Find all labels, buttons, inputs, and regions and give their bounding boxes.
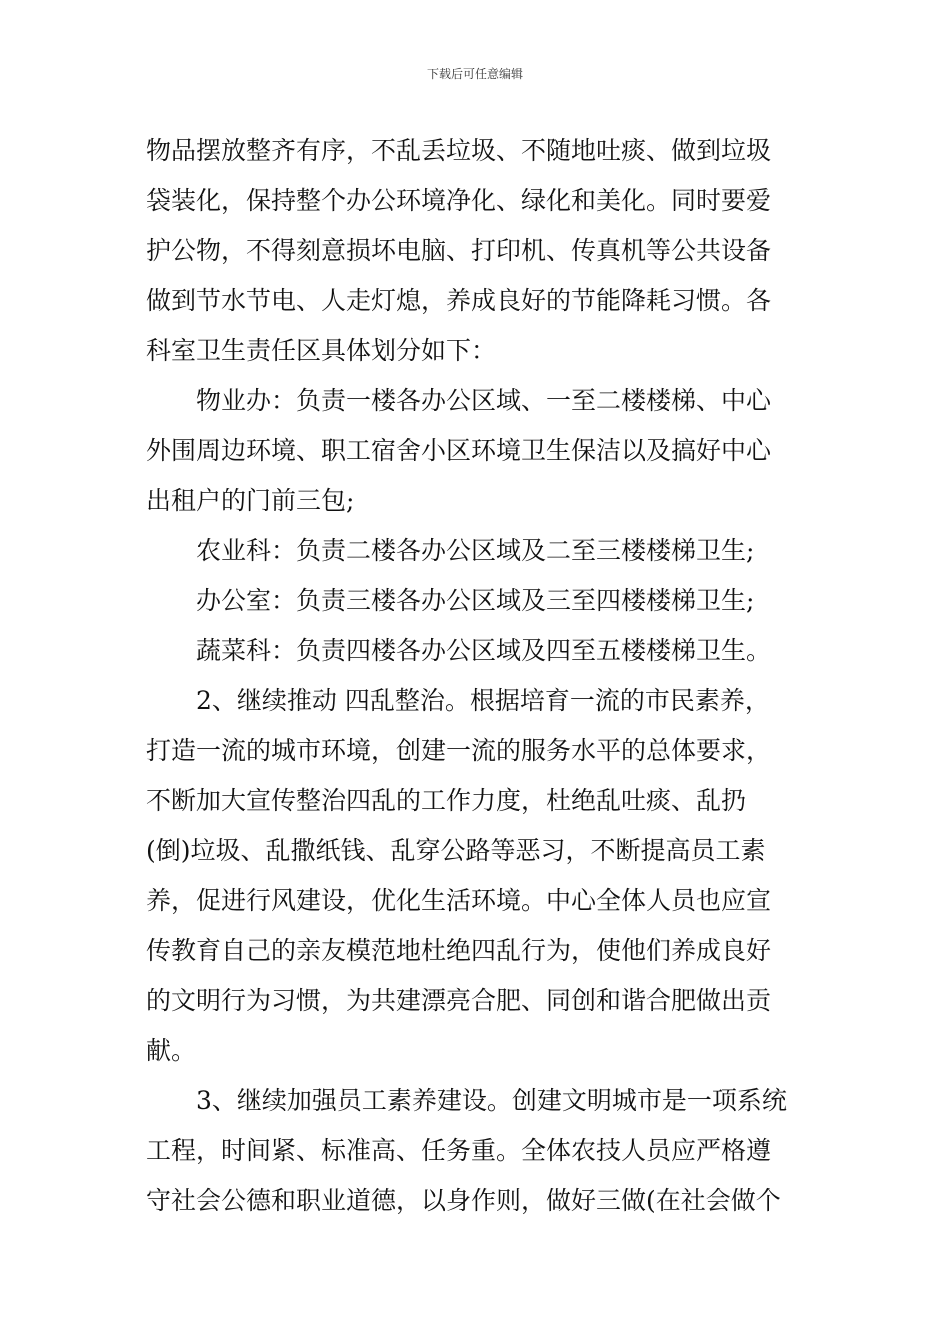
text-line: (倒)垃圾、乱撒纸钱、乱穿公路等恶习，不断提高员工素 [146,836,766,865]
text-line: 献。 [146,1036,197,1065]
text-line: 物业办：负责一楼各办公区域、一至二楼楼梯、中心 [196,386,772,415]
text-line: 农业科：负责二楼各办公区域及二至三楼楼梯卫生; [196,536,755,565]
text-line: 打造一流的城市环境，创建一流的服务水平的总体要求， [146,736,772,765]
text-line: 做到节水节电、人走灯熄，养成良好的节能降耗习惯。各 [146,286,772,315]
text-line: 外围周边环境、职工宿舍小区环境卫生保洁以及搞好中心 [146,436,772,465]
text-line: 出租户的门前三包; [146,486,355,515]
page-header: 下载后可任意编辑 [426,67,523,81]
text-line: 3、继续加强员工素养建设。创建文明城市是一项系统 [196,1086,787,1115]
text-line: 养，促进行风建设，优化生活环境。中心全体人员也应宣 [146,886,772,915]
text-line: 科室卫生责任区具体划分如下： [146,336,497,365]
text-line: 蔬菜科：负责四楼各办公区域及四至五楼楼梯卫生。 [196,636,772,665]
text-line: 护公物，不得刻意损坏电脑、打印机、传真机等公共设备 [146,236,772,265]
text-line: 的文明行为习惯，为共建漂亮合肥、同创和谐合肥做出贡 [146,986,772,1015]
text-line: 工程，时间紧、标准高、任务重。全体农技人员应严格遵 [146,1136,772,1165]
text-line: 办公室：负责三楼各办公区域及三至四楼楼梯卫生; [196,586,755,615]
text-line: 传教育自己的亲友模范地杜绝四乱行为，使他们养成良好 [146,936,772,965]
text-line: 不断加大宣传整治四乱的工作力度，杜绝乱吐痰、乱扔 [146,786,747,815]
text-line: 守社会公德和职业道德，以身作则，做好三做(在社会做个 [146,1186,781,1215]
text-line: 袋装化，保持整个办公环境净化、绿化和美化。同时要爱 [146,186,772,215]
text-line: 物品摆放整齐有序，不乱丢垃圾、不随地吐痰、做到垃圾 [146,136,772,165]
document-body [146,126,816,1226]
text-line: 2、继续推动 四乱整治。根据培育一流的市民素养， [196,686,770,715]
